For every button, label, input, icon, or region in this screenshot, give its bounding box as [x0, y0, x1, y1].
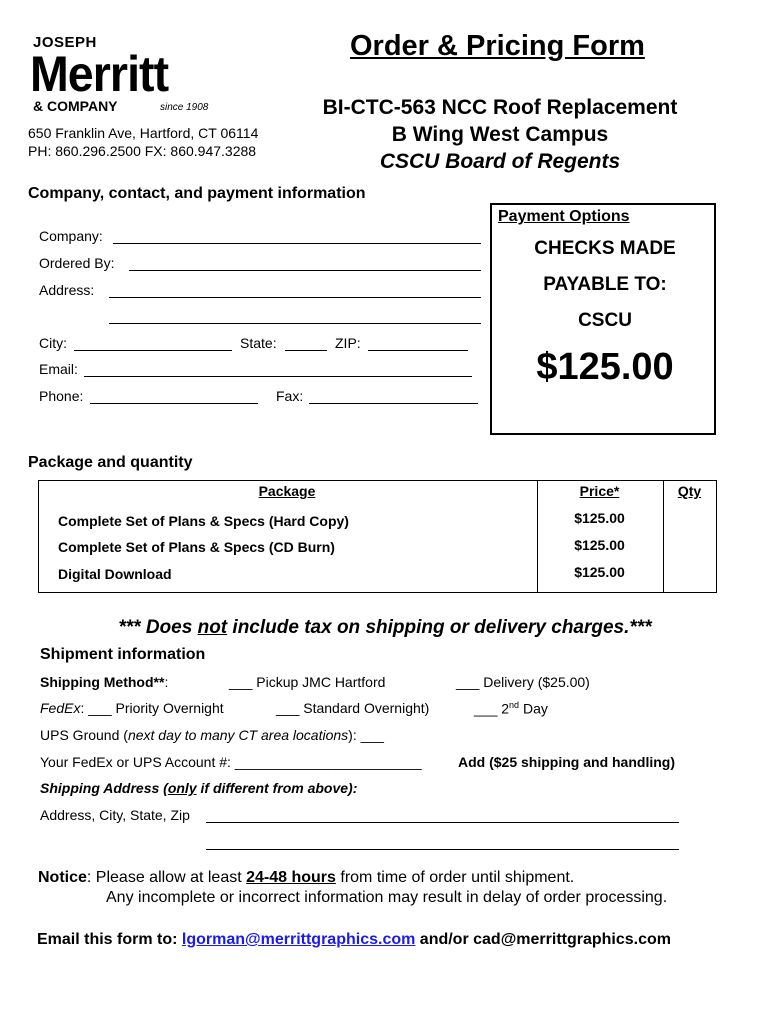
- address-field-2[interactable]: [109, 323, 481, 324]
- price-header: Price*: [579, 483, 620, 499]
- table-row-price: $125.00: [574, 510, 625, 526]
- address-label: Address:: [39, 282, 95, 298]
- project-line-3: CSCU Board of Regents: [379, 150, 621, 173]
- table-row: Complete Set of Plans & Specs (Hard Copy): [58, 513, 349, 529]
- ordered-by-label: Ordered By:: [39, 255, 115, 271]
- address-field[interactable]: [109, 297, 481, 298]
- shipping-address-label: Address, City, State, Zip: [40, 807, 190, 823]
- account-number-field[interactable]: Your FedEx or UPS Account #: ________________________: [40, 754, 422, 770]
- section-shipment: Shipment information: [40, 646, 206, 663]
- company-field[interactable]: [113, 243, 481, 244]
- shipping-method-label: Shipping Method**:: [40, 674, 169, 690]
- add-handling-note: Add ($25 shipping and handling): [458, 754, 675, 770]
- table-row-price: $125.00: [574, 537, 625, 553]
- phone-label: Phone:: [39, 388, 84, 404]
- fedex-2nd-day-option[interactable]: ___ 2nd Day: [474, 700, 548, 717]
- section-company: Company, contact, and payment information: [28, 185, 366, 202]
- logo-joseph: JOSEPH: [33, 34, 97, 51]
- payment-line-1: CHECKS MADE: [534, 238, 676, 259]
- project-line-1: BI-CTC-563 NCC Roof Replacement: [322, 96, 678, 119]
- logo-merritt: Merritt: [30, 46, 169, 102]
- delivery-option[interactable]: ___ Delivery ($25.00): [456, 674, 590, 690]
- email-instructions: Email this form to: lgorman@merrittgraphics.com and/or cad@merrittgraphics.com: [37, 931, 672, 948]
- shipping-address-heading: Shipping Address (only if different from above):: [40, 780, 358, 796]
- phone-field[interactable]: [90, 403, 258, 404]
- company-address: 650 Franklin Ave, Hartford, CT 06114: [28, 125, 259, 141]
- pickup-option[interactable]: ___ Pickup JMC Hartford: [229, 674, 386, 690]
- payment-line-2: PAYABLE TO:: [543, 274, 667, 295]
- logo-since: since 1908: [160, 102, 209, 113]
- state-field[interactable]: [285, 350, 327, 351]
- company-label: Company:: [39, 228, 103, 244]
- email-link[interactable]: lgorman@merrittgraphics.com: [181, 931, 416, 948]
- city-field[interactable]: [74, 350, 232, 351]
- email-field[interactable]: [84, 376, 472, 377]
- zip-label: ZIP:: [335, 335, 361, 351]
- fax-label: Fax:: [276, 388, 304, 404]
- city-label: City:: [39, 335, 67, 351]
- zip-field[interactable]: [368, 350, 468, 351]
- section-package: Package and quantity: [28, 454, 193, 471]
- payment-options-header: Payment Options: [498, 208, 630, 225]
- payment-line-3: CSCU: [578, 310, 632, 331]
- tax-note: *** Does not include tax on shipping or delivery charges.***: [118, 617, 652, 638]
- email-label: Email:: [39, 361, 78, 377]
- company-phone-fax: PH: 860.296.2500 FX: 860.947.3288: [28, 143, 257, 159]
- fedex-priority-option[interactable]: FedEx: ___ Priority Overnight: [40, 700, 224, 716]
- table-row: Digital Download: [58, 566, 172, 582]
- fedex-standard-option[interactable]: ___ Standard Overnight): [276, 700, 430, 716]
- page-title: Order & Pricing Form: [350, 30, 645, 62]
- ordered-by-field[interactable]: [129, 270, 481, 271]
- fax-field[interactable]: [309, 403, 478, 404]
- project-line-2: B Wing West Campus: [391, 123, 609, 146]
- state-label: State:: [240, 335, 277, 351]
- logo-company: & COMPANY: [33, 98, 118, 114]
- payment-amount: $125.00: [536, 346, 674, 388]
- table-row: Complete Set of Plans & Specs (CD Burn): [58, 539, 335, 555]
- shipping-address-field[interactable]: [206, 822, 679, 823]
- qty-header: Qty: [677, 483, 702, 499]
- ups-ground-option[interactable]: UPS Ground (next day to many CT area locations): ___: [40, 727, 384, 743]
- package-header: Package: [258, 483, 316, 499]
- table-row-price: $125.00: [574, 564, 625, 580]
- shipping-address-field-2[interactable]: [206, 849, 679, 850]
- notice-line-1: Notice: Please allow at least 24-48 hours from time of order until shipment.: [38, 869, 575, 886]
- notice-line-2: Any incomplete or incorrect information may result in delay of order processing.: [106, 889, 668, 906]
